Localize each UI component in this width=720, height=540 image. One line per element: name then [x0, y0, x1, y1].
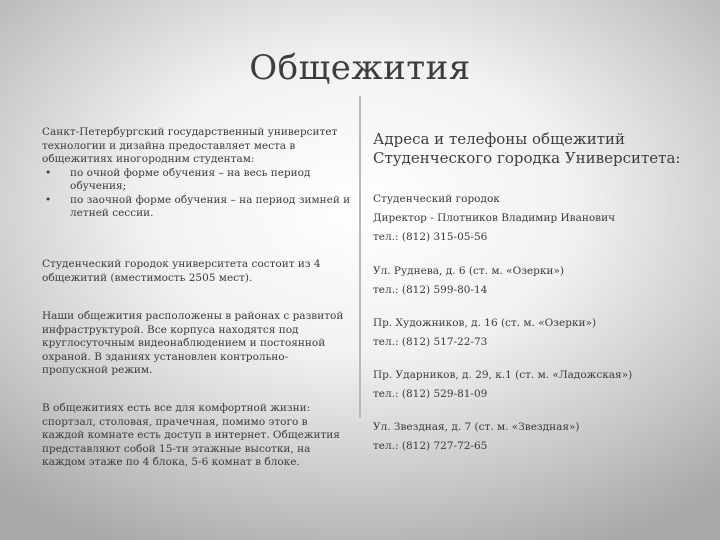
- entry-phone: тел.: (812) 315-05-56: [373, 231, 488, 243]
- entry-phone: тел.: (812) 517-22-73: [373, 336, 488, 348]
- address-entry: [373, 314, 703, 352]
- heading-line: Студенческого городка Университета:: [373, 149, 681, 167]
- addresses-heading: [373, 130, 703, 168]
- intro-paragraph: Санкт-Петербургский государственный университет технологии и дизайна предоставляет места в общежитиях иногородним студентам:: [42, 126, 338, 165]
- entry-title: Студенческий городок: [373, 193, 500, 205]
- entry-director: Директор - Плотников Владимир Иванович: [373, 212, 616, 224]
- bullet-icon: •: [45, 193, 52, 206]
- entry-address: Ул. Звездная, д. 7 (ст. м. «Звездная»): [373, 421, 580, 433]
- page-title: Общежития: [249, 48, 471, 88]
- entry-phone: тел.: (812) 727-72-65: [373, 440, 488, 452]
- bullet-text: по очной форме обучения – на весь период обучения;: [70, 166, 311, 192]
- intro-block: [42, 126, 352, 221]
- bullet-icon: •: [45, 166, 52, 179]
- security-paragraph: Наши общежития расположены в районах с развитой инфраструктурой. Все корпуса находятся под круглосуточным видеонаблюдением и постоянной охраной. В зданиях установлен контрольно-пропускной режим.: [42, 310, 344, 376]
- entry-phone: тел.: (812) 599-80-14: [373, 284, 488, 296]
- bullet-item: [42, 194, 352, 221]
- entry-phone: тел.: (812) 529-81-09: [373, 388, 488, 400]
- campus-paragraph: Студенческий городок университета состоит из 4 общежитий (вместимость 2505 мест).: [42, 258, 321, 284]
- address-entry: [373, 190, 703, 247]
- column-divider: [359, 96, 361, 418]
- bullet-item: [42, 167, 352, 194]
- entry-address: Ул. Руднева, д. 6 (ст. м. «Озерки»): [373, 265, 564, 277]
- address-entry: [373, 366, 703, 404]
- amenities-paragraph: В общежитиях есть все для комфортной жизни: спортзал, столовая, прачечная, помимо этого в каждой комнате есть доступ в интернет. Общежития представляют собой 15-ти этажные высотки, на каждом этаже по 4 блока, 5-6 комнат в блоке.: [42, 402, 340, 468]
- heading-line: Адреса и телефоны общежитий: [373, 130, 625, 148]
- address-entry: [373, 418, 703, 456]
- entry-address: Пр. Художников, д. 16 (ст. м. «Озерки»): [373, 317, 597, 329]
- bullet-text: по заочной форме обучения – на период зимней и летней сессии.: [70, 193, 351, 219]
- address-entry: [373, 262, 703, 300]
- entry-address: Пр. Ударников, д. 29, к.1 (ст. м. «Ладожская»): [373, 369, 633, 381]
